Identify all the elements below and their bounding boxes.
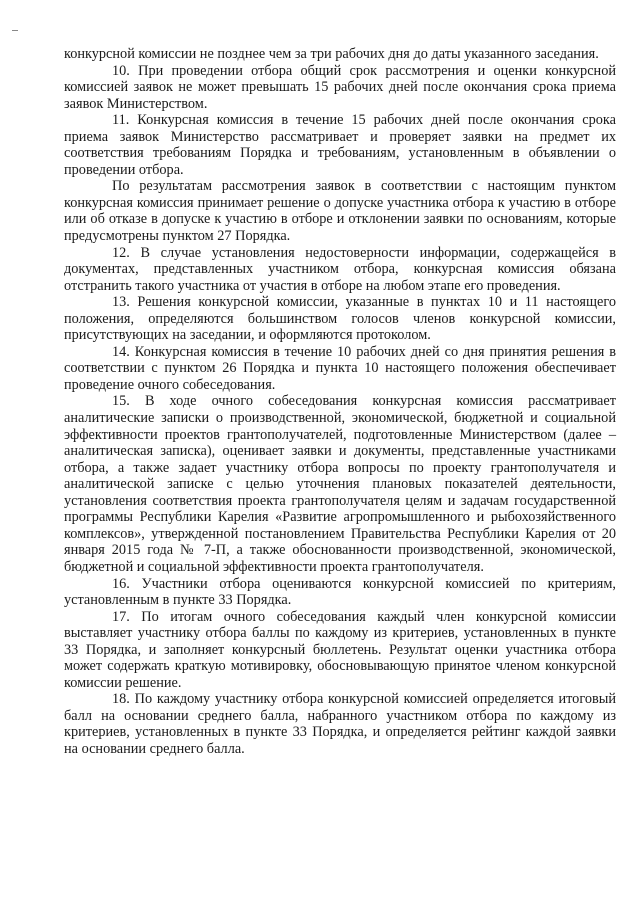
paragraph-17: 17. По итогам очного собеседования каждый член конкурсной комиссии выставляет участнику отбора баллы по каждому из критериев, установленных в пункте 33 Порядка, и заполняет конкурсный бюллетень. Результат оценки участника отбора может содержать краткую мотивировку, обосновывающую принятое членом конкурсной комиссии решение. [64,608,616,691]
paragraph-16: 16. Участники отбора оцениваются конкурсной комиссией по критериям, установленным в пункте 33 Порядка. [64,575,616,609]
paragraph-13: 13. Решения конкурсной комиссии, указанные в пунктах 10 и 11 настоящего положения, определяются большинством голосов членов конкурсной комиссии, присутствующих на заседании, и оформляются протоколом. [64,294,616,344]
paragraph-9-continuation: конкурсной комиссии не позднее чем за три рабочих дня до даты указанного заседания. [64,46,599,62]
paragraph-14: 14. Конкурсная комиссия в течение 10 рабочих дней со дня принятия решения в соответствии с пунктом 26 Порядка и пункта 10 настоящего положения обеспечивает проведение очного собеседования. [64,343,616,393]
document-body [64,46,616,758]
paragraph-11: 11. Конкурсная комиссия в течение 15 рабочих дней после окончания срока приема заявок Министерство рассматривает и проверяет заявки на предмет их соответствия требованиям Порядка и требованиям, установленным в объявлении о проведении отбора. [64,112,616,178]
paragraph-11-results: По результатам рассмотрения заявок в соответствии с настоящим пунктом конкурсная комиссия принимает решение о допуске участника отбора к участию в отборе или об отказе в допуске к участию в отборе и отклонении заявки по основаниям, которые предусмотрены пунктом 27 Порядка. [64,178,616,245]
paragraph-12: 12. В случае установления недостоверности информации, содержащейся в документах, представленных участником отбора, конкурсная комиссия обязана отстранить такого участника от участия в отборе на любом этапе его проведения. [64,244,616,294]
scan-mark [12,30,18,31]
paragraph-10: 10. При проведении отбора общий срок рассмотрения и оценки конкурсной комиссией заявок не может превышать 15 рабочих дней после окончания срока приема заявок Министерством. [64,62,616,112]
paragraph-18: 18. По каждому участнику отбора конкурсной комиссией определяется итоговый балл на основании среднего балла, набранного участником отбора по каждому из критериев, установленных в пункте 33 Порядка, и определяется рейтинг каждой заявки на основании среднего балла. [64,691,616,757]
paragraph-15: 15. В ходе очного собеседования конкурсная комиссия рассматривает аналитические записки о производственной, экономической, бюджетной и социальной эффективности проектов грантополучателей, подготовленные Министерством (далее – аналитическая записка), оценивает заявки и документы, представленные участниками отбора, а также задает участнику отбора вопросы по проекту грантополучателя и аналитической записке с целью уточнения плановых показателей деятельности, установления соответствия проекта грантополучателя целям и задачам государственной программы Республики Карелия «Развитие агропромышленного и рыбохозяйственного комплексов», утвержденной постановлением Правительства Республики Карелия от 20 января 2015 года № 7-П, а также обоснованности производственной, экономической, бюджетной и социальной эффективности проекта грантополучателя. [64,393,616,575]
